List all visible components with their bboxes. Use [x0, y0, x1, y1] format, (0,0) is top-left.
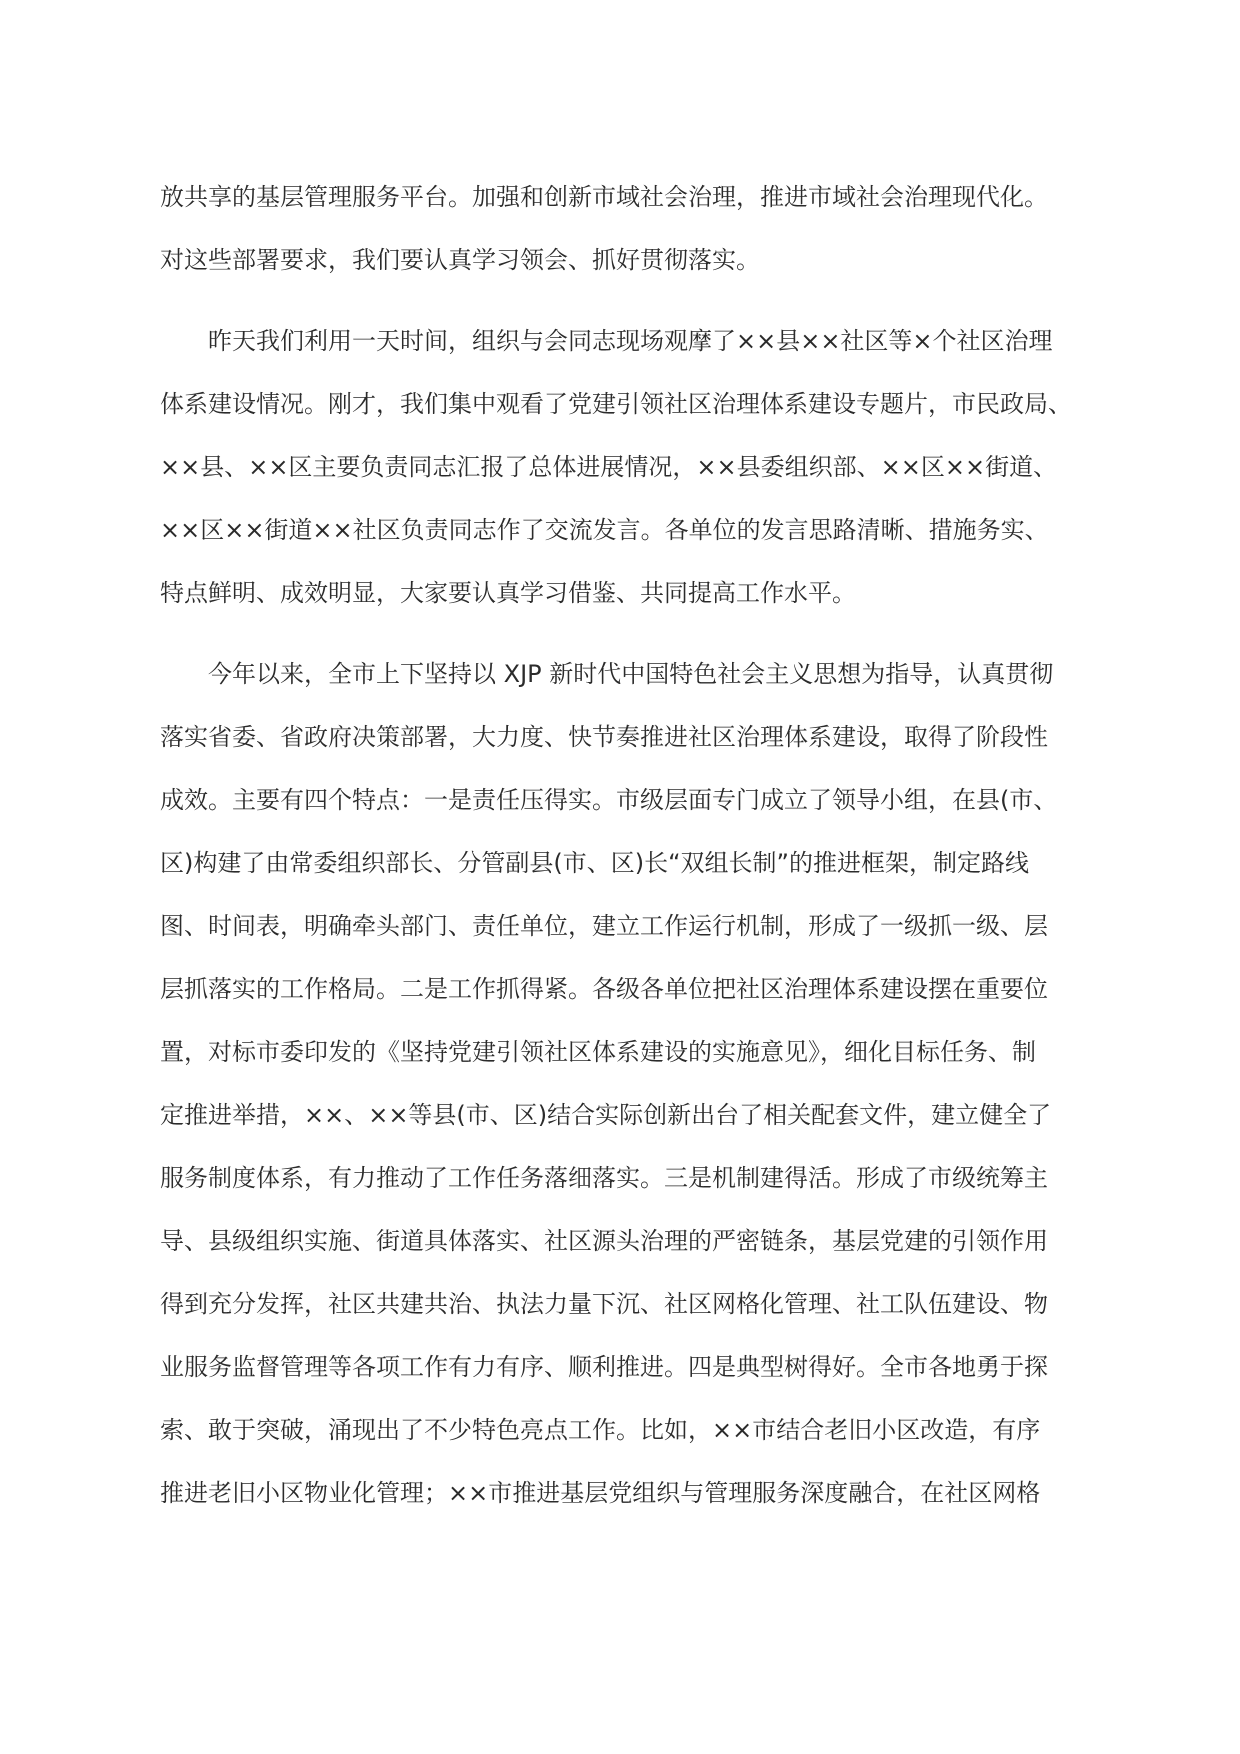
paragraph-1 [160, 166, 1090, 292]
text-line: ××区××街道××社区负责同志作了交流发言。各单位的发言思路清晰、措施务实、 [160, 516, 1049, 544]
text-line: 成效。主要有四个特点：一是责任压得实。市级层面专门成立了领导小组，在县(市、 [160, 786, 1058, 814]
text-line: 今年以来，全市上下坚持以 XJP 新时代中国特色社会主义思想为指导，认真贯彻 [208, 660, 1054, 688]
text-line: 特点鲜明、成效明显，大家要认真学习借鉴、共同提高工作水平。 [160, 579, 856, 607]
text-line: ××县、××区主要负责同志汇报了总体进展情况，××县委组织部、××区××街道、 [160, 453, 1058, 481]
text-line: 落实省委、省政府决策部署，大力度、快节奏推进社区治理体系建设，取得了阶段性 [160, 723, 1048, 751]
text-line: 业服务监督管理等各项工作有力有序、顺利推进。四是典型树得好。全市各地勇于探 [160, 1353, 1048, 1381]
text-line: 推进老旧小区物业化管理；××市推进基层党组织与管理服务深度融合，在社区网格 [160, 1479, 1041, 1507]
text-line: 体系建设情况。刚才，我们集中观看了党建引领社区治理体系建设专题片，市民政局、 [160, 390, 1072, 418]
text-line: 昨天我们利用一天时间，组织与会同志现场观摩了××县××社区等×个社区治理 [208, 327, 1053, 355]
text-line: 区)构建了由常委组织部长、分管副县(市、区)长“双组长制”的推进框架，制定路线 [160, 849, 1029, 877]
text-line: 放共享的基层管理服务平台。加强和创新市域社会治理，推进市域社会治理现代化。 [160, 183, 1048, 211]
text-line: 服务制度体系，有力推动了工作任务落细落实。三是机制建得活。形成了市级统筹主 [160, 1164, 1048, 1192]
text-line: 索、敢于突破，涌现出了不少特色亮点工作。比如，××市结合老旧小区改造，有序 [160, 1416, 1041, 1444]
paragraph-2 [160, 310, 1090, 625]
text-line: 得到充分发挥，社区共建共治、执法力量下沉、社区网格化管理、社工队伍建设、物 [160, 1290, 1048, 1318]
text-line: 层抓落实的工作格局。二是工作抓得紧。各级各单位把社区治理体系建设摆在重要位 [160, 975, 1048, 1003]
paragraph-3 [160, 643, 1090, 1525]
text-line: 置，对标市委印发的《坚持党建引领社区体系建设的实施意见》，细化目标任务、制 [160, 1038, 1036, 1066]
text-line: 定推进举措，××、××等县(市、区)结合实际创新出台了相关配套文件，建立健全了 [160, 1101, 1052, 1129]
text-line: 对这些部署要求，我们要认真学习领会、抓好贯彻落实。 [160, 246, 760, 274]
text-line: 导、县级组织实施、街道具体落实、社区源头治理的严密链条，基层党建的引领作用 [160, 1227, 1048, 1255]
text-line: 图、时间表，明确牵头部门、责任单位，建立工作运行机制，形成了一级抓一级、层 [160, 912, 1048, 940]
document-body [160, 166, 1090, 1525]
